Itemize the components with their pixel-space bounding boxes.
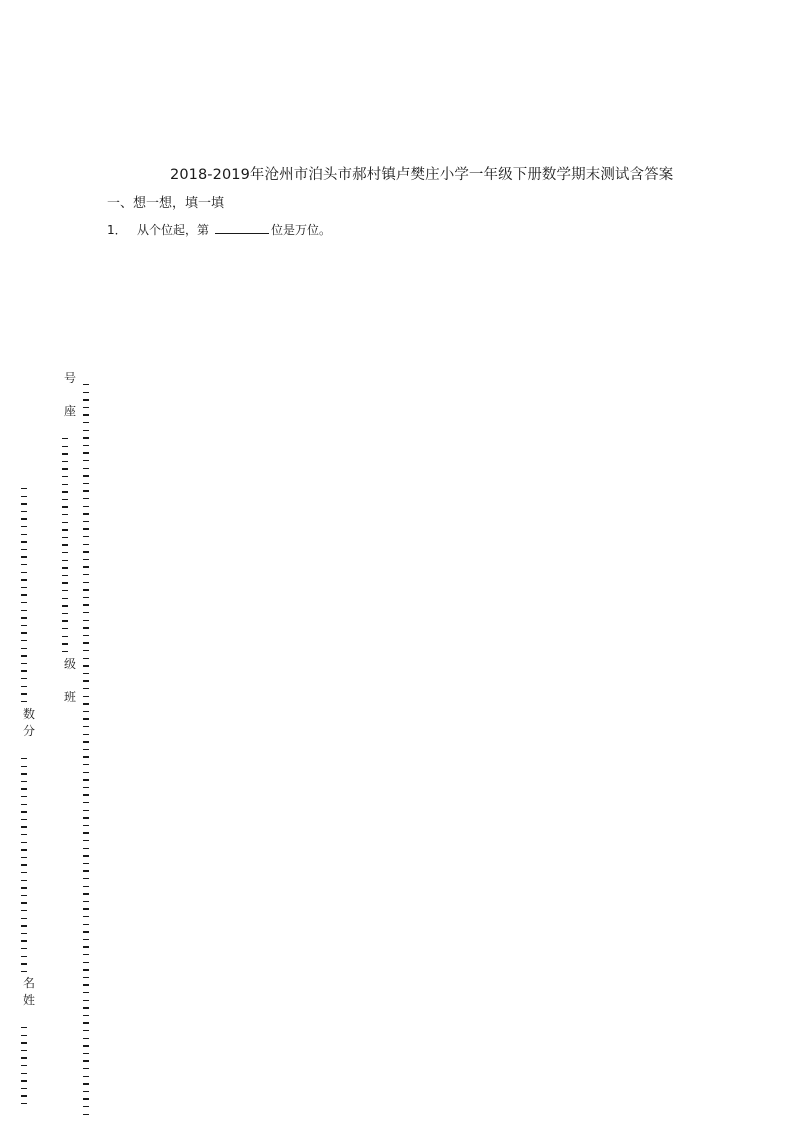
dash-mark	[62, 476, 68, 477]
dash-mark	[62, 636, 68, 637]
dash-mark	[83, 1030, 89, 1031]
dash-mark	[83, 901, 89, 902]
dash-mark	[83, 787, 89, 788]
dash-mark	[83, 931, 89, 932]
dash-mark	[62, 620, 68, 621]
dash-mark	[62, 575, 68, 576]
dash-mark	[83, 414, 89, 415]
dash-mark	[21, 872, 27, 873]
dash-mark	[21, 948, 27, 949]
dash-mark	[83, 422, 89, 423]
dash-mark	[21, 834, 27, 835]
dash-mark	[21, 1027, 27, 1028]
dash-mark	[83, 969, 89, 970]
dash-mark	[21, 918, 27, 919]
dash-mark	[21, 1035, 27, 1036]
dash-mark	[83, 521, 89, 522]
dash-mark	[21, 781, 27, 782]
dash-mark	[83, 460, 89, 461]
dash-mark	[83, 544, 89, 545]
dash-mark	[62, 560, 68, 561]
dash-mark	[21, 1057, 27, 1058]
dash-mark	[21, 648, 27, 649]
dash-mark	[62, 567, 68, 568]
dash-mark	[83, 604, 89, 605]
question-text-before: 从个位起，第	[137, 223, 210, 237]
dash-mark	[21, 594, 27, 595]
answer-blank[interactable]	[215, 221, 269, 234]
dash-mark	[83, 612, 89, 613]
dash-mark	[83, 984, 89, 985]
dash-mark	[62, 613, 68, 614]
dash-mark	[83, 513, 89, 514]
dash-mark	[83, 597, 89, 598]
dash-mark	[21, 811, 27, 812]
dash-mark	[83, 946, 89, 947]
dash-mark	[83, 711, 89, 712]
dash-mark	[21, 758, 27, 759]
class-label-char-1: 级	[63, 657, 76, 671]
dash-mark	[21, 796, 27, 797]
dash-mark	[21, 1042, 27, 1043]
dash-mark	[83, 870, 89, 871]
dash-mark	[62, 552, 68, 553]
dash-mark	[83, 817, 89, 818]
dash-mark	[83, 696, 89, 697]
section-heading: 一、想一想，填一填	[107, 196, 225, 211]
dash-mark	[83, 566, 89, 567]
dash-mark	[83, 392, 89, 393]
dash-mark	[62, 544, 68, 545]
dash-mark	[62, 590, 68, 591]
dash-mark	[21, 640, 27, 641]
dash-mark	[21, 902, 27, 903]
dash-mark	[21, 518, 27, 519]
dash-mark	[21, 1050, 27, 1051]
dash-mark	[21, 971, 27, 972]
dash-mark	[21, 1073, 27, 1074]
dash-mark	[62, 651, 68, 652]
class-label-char-2: 班	[63, 690, 76, 704]
dash-mark	[83, 475, 89, 476]
dash-mark	[83, 665, 89, 666]
dash-mark	[21, 534, 27, 535]
dash-mark	[83, 772, 89, 773]
dash-mark	[21, 602, 27, 603]
question-number: 1．	[107, 223, 127, 237]
dash-mark	[62, 628, 68, 629]
dash-mark	[83, 673, 89, 674]
dash-mark	[83, 399, 89, 400]
dash-mark	[83, 1015, 89, 1016]
dash-mark	[21, 819, 27, 820]
dash-mark	[62, 484, 68, 485]
dash-mark	[21, 849, 27, 850]
dash-mark	[21, 887, 27, 888]
dash-mark	[83, 855, 89, 856]
dash-mark	[21, 655, 27, 656]
dash-mark	[83, 528, 89, 529]
dash-mark	[21, 1095, 27, 1096]
dash-mark	[83, 878, 89, 879]
dash-mark	[62, 605, 68, 606]
dash-mark	[21, 925, 27, 926]
dash-mark	[83, 1083, 89, 1084]
dash-mark	[83, 756, 89, 757]
dash-mark	[21, 826, 27, 827]
dash-mark	[83, 1007, 89, 1008]
dash-mark	[21, 773, 27, 774]
name-label-char-2: 姓	[22, 993, 35, 1007]
dash-mark	[83, 445, 89, 446]
dash-mark	[83, 908, 89, 909]
dash-mark	[21, 693, 27, 694]
dash-mark	[21, 617, 27, 618]
dash-mark	[83, 1022, 89, 1023]
dash-mark	[83, 635, 89, 636]
dash-mark	[83, 916, 89, 917]
dash-mark	[21, 625, 27, 626]
dash-mark	[21, 766, 27, 767]
dash-mark	[62, 468, 68, 469]
dash-mark	[83, 886, 89, 887]
score-label-char-2: 分	[22, 724, 35, 738]
dash-mark	[21, 933, 27, 934]
dash-mark	[62, 598, 68, 599]
dash-mark	[83, 620, 89, 621]
dash-mark	[83, 1038, 89, 1039]
dash-mark	[62, 499, 68, 500]
dash-mark	[83, 452, 89, 453]
dash-mark	[83, 992, 89, 993]
dash-mark	[62, 522, 68, 523]
dash-mark	[83, 977, 89, 978]
dash-mark	[83, 741, 89, 742]
dash-mark	[83, 749, 89, 750]
dash-mark	[62, 438, 68, 439]
dash-mark	[21, 488, 27, 489]
question-text-after: 位是万位。	[271, 223, 332, 237]
dash-mark	[62, 514, 68, 515]
dash-mark	[83, 627, 89, 628]
dash-mark	[83, 794, 89, 795]
dash-mark	[21, 663, 27, 664]
dash-mark	[21, 701, 27, 702]
dash-mark	[83, 703, 89, 704]
dash-mark	[83, 863, 89, 864]
dash-mark	[83, 589, 89, 590]
name-label-char-1: 名	[22, 976, 35, 990]
dash-mark	[83, 924, 89, 925]
dash-mark	[62, 446, 68, 447]
dash-mark	[83, 1098, 89, 1099]
page-title: 2018-2019年沧州市泊头市郝村镇卢樊庄小学一年级下册数学期末测试含答案	[170, 167, 674, 183]
dash-mark	[21, 496, 27, 497]
dash-mark	[83, 825, 89, 826]
dash-mark	[83, 437, 89, 438]
dash-mark	[83, 498, 89, 499]
dash-mark	[83, 582, 89, 583]
dash-mark	[21, 632, 27, 633]
dash-mark	[21, 556, 27, 557]
dash-mark	[83, 680, 89, 681]
dash-mark	[62, 529, 68, 530]
dash-mark	[21, 804, 27, 805]
seat-number-label-char-1: 号	[63, 371, 76, 385]
dash-mark	[21, 686, 27, 687]
dash-mark	[21, 1088, 27, 1089]
dash-mark	[83, 1076, 89, 1077]
seat-number-label-char-2: 座	[63, 404, 76, 418]
dash-mark	[83, 1091, 89, 1092]
dash-mark	[21, 788, 27, 789]
dash-mark	[21, 511, 27, 512]
dash-mark	[21, 880, 27, 881]
dash-mark	[21, 526, 27, 527]
dash-mark	[83, 430, 89, 431]
dash-mark	[83, 779, 89, 780]
dash-mark	[83, 848, 89, 849]
dash-mark	[83, 893, 89, 894]
dash-mark	[83, 559, 89, 560]
dash-mark	[62, 582, 68, 583]
dash-mark	[83, 574, 89, 575]
dash-mark	[62, 506, 68, 507]
dash-mark	[21, 940, 27, 941]
dash-mark	[83, 810, 89, 811]
dash-mark	[21, 579, 27, 580]
dash-mark	[83, 468, 89, 469]
dash-mark	[21, 549, 27, 550]
dash-mark	[21, 1065, 27, 1066]
dash-mark	[62, 491, 68, 492]
dash-mark	[83, 840, 89, 841]
dash-mark	[83, 551, 89, 552]
dash-mark	[21, 503, 27, 504]
dash-mark	[83, 954, 89, 955]
dash-mark	[83, 650, 89, 651]
dash-mark	[83, 1106, 89, 1107]
dash-mark	[21, 910, 27, 911]
dash-mark	[83, 483, 89, 484]
score-label-char-1: 数	[22, 707, 35, 721]
dash-mark	[21, 956, 27, 957]
dash-mark	[83, 1114, 89, 1115]
dash-mark	[83, 939, 89, 940]
dash-mark	[21, 895, 27, 896]
dash-mark	[83, 688, 89, 689]
dash-mark	[62, 453, 68, 454]
dash-mark	[83, 506, 89, 507]
question-1	[107, 221, 331, 238]
dash-mark	[83, 536, 89, 537]
dash-mark	[83, 1053, 89, 1054]
dash-mark	[21, 541, 27, 542]
dash-mark	[21, 842, 27, 843]
dash-mark	[83, 962, 89, 963]
dash-mark	[83, 1000, 89, 1001]
dash-mark	[21, 1103, 27, 1104]
dash-mark	[62, 643, 68, 644]
dash-mark	[83, 764, 89, 765]
dash-mark	[83, 642, 89, 643]
dash-mark	[83, 384, 89, 385]
dash-mark	[83, 1045, 89, 1046]
dash-mark	[21, 572, 27, 573]
dash-mark	[62, 461, 68, 462]
dash-mark	[21, 564, 27, 565]
dash-mark	[21, 587, 27, 588]
dash-mark	[83, 490, 89, 491]
dash-mark	[83, 718, 89, 719]
dash-mark	[21, 1080, 27, 1081]
dash-mark	[62, 537, 68, 538]
dash-mark	[21, 864, 27, 865]
dash-mark	[83, 1060, 89, 1061]
dash-mark	[21, 610, 27, 611]
dash-mark	[21, 678, 27, 679]
dash-mark	[21, 670, 27, 671]
dash-mark	[83, 1068, 89, 1069]
dash-mark	[83, 802, 89, 803]
dash-mark	[83, 407, 89, 408]
dash-mark	[21, 963, 27, 964]
dash-mark	[83, 726, 89, 727]
dash-mark	[21, 857, 27, 858]
dash-mark	[83, 734, 89, 735]
dash-mark	[83, 658, 89, 659]
dash-mark	[83, 832, 89, 833]
